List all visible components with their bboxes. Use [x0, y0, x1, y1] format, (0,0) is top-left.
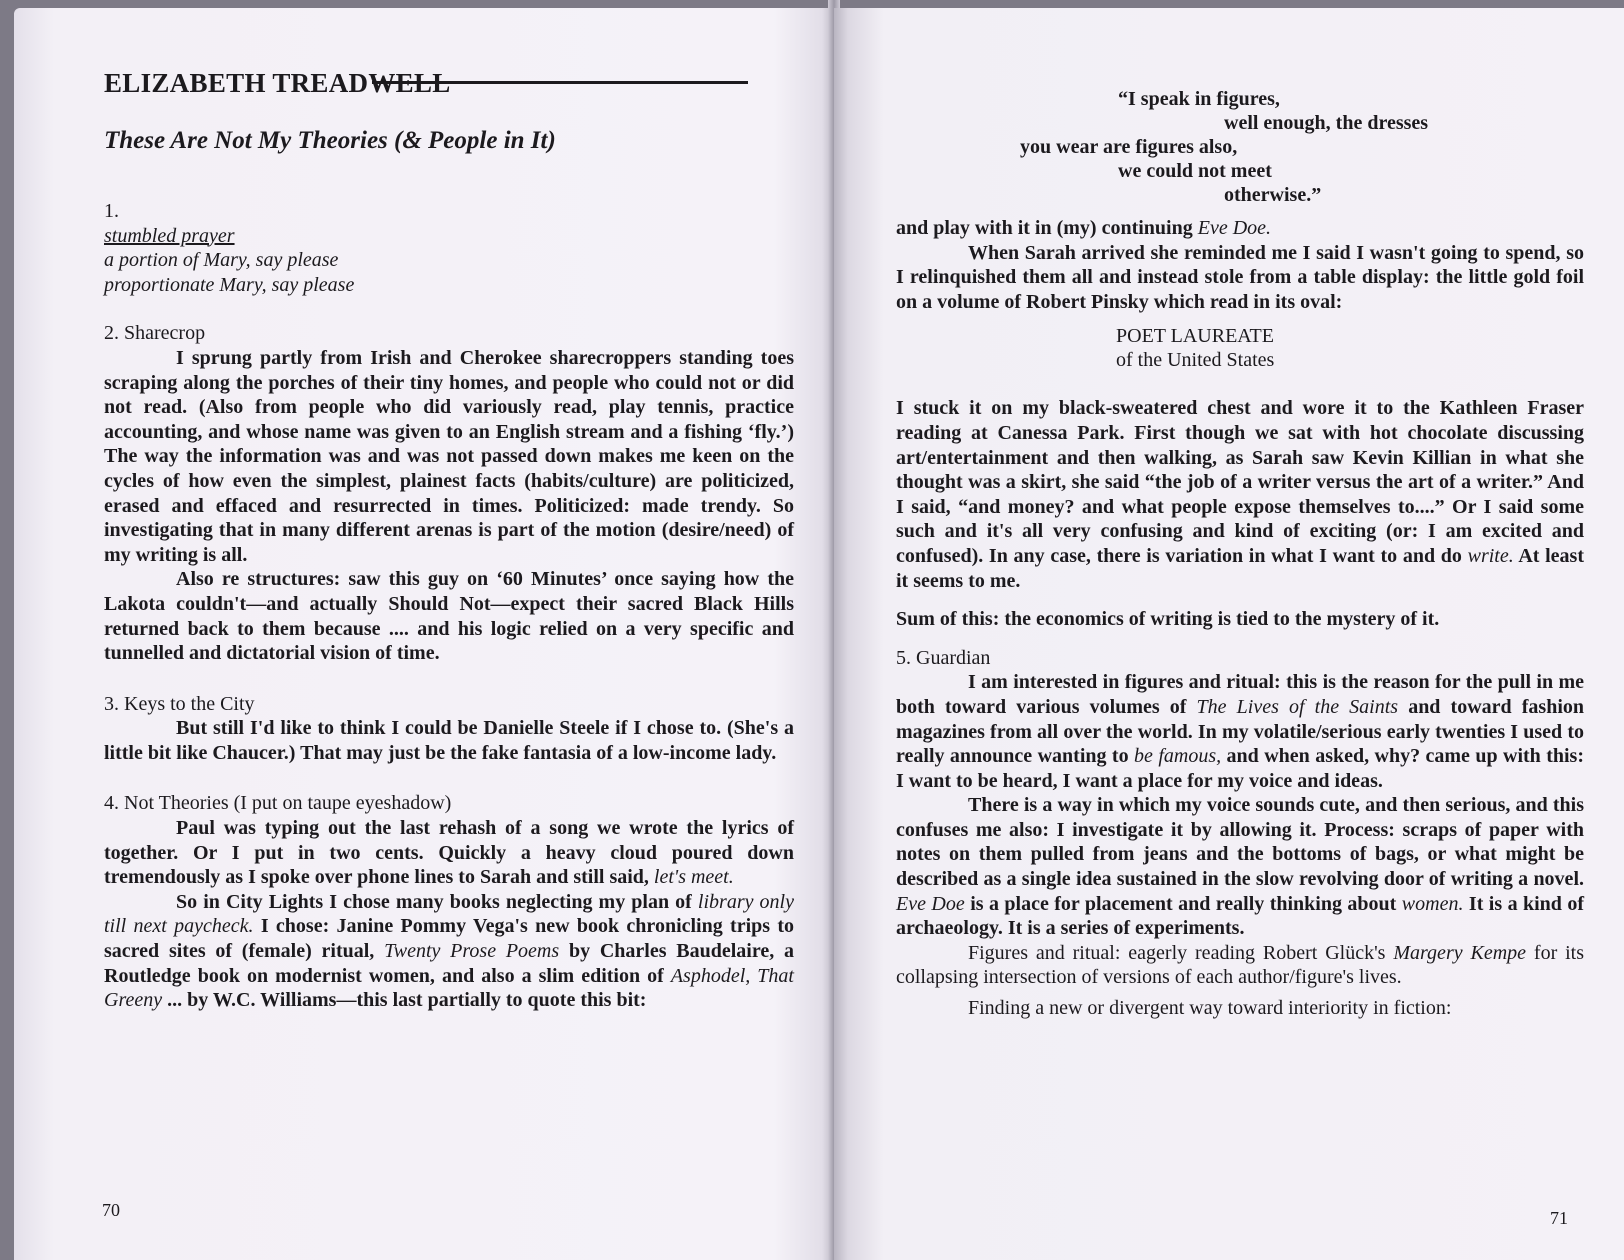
section-1-line-2: a portion of Mary, say please	[104, 249, 339, 272]
header-rule	[372, 81, 748, 84]
poem-line-1: “I speak in figures,	[1118, 88, 1280, 110]
page-number-right: 71	[1550, 1208, 1568, 1228]
section-4-heading: 4. Not Theories (I put on taupe eyeshadow)	[104, 792, 452, 815]
section-5	[896, 646, 1584, 1021]
section-2	[104, 321, 794, 665]
poem-line-4: we could not meet	[1118, 160, 1272, 182]
right-text-column	[896, 88, 1584, 1021]
sarah-paragraph: When Sarah arrived she reminded me I said I wasn't going to spend, so I relinquished them all and instead stole from a table display: the little gold foil on a volume of Robert Pinsky which read in its oval:	[896, 241, 1584, 313]
section-1-line-1: stumbled prayer	[104, 224, 235, 247]
section-4	[104, 791, 794, 1012]
page-number-left: 70	[102, 1200, 120, 1220]
section-1	[104, 199, 794, 297]
essay-title: These Are Not My Theories (& People in It)	[104, 127, 556, 154]
section-2-heading: 2. Sharecrop	[104, 322, 206, 345]
section-1-line-3: proportionate Mary, say please	[104, 273, 355, 296]
left-text-column	[104, 68, 794, 1013]
stuck-paragraph: I stuck it on my black-sweatered chest and wore it to the Kathleen Fraser reading at Canessa Park. First though we sat with hot chocolate discussing art/entertainment and then walking, as Sarah saw Kevin Killian in what she thought was a skirt, she said “the job of a writer versus the art of a writer.” And I said, “and money? and what people expose themselves to....” Or I said some such and it's all very confusing and kind of exciting (or: I am excited and confused). In any case, there is variation in what I want to and do write. At least it seems to me.	[896, 397, 1585, 592]
section-5-paragraph-3: Figures and ritual: eagerly reading Robert Glück's Margery Kempe for its collapsing intersection of versions of each author/figure's lives.	[896, 941, 1585, 989]
section-3-paragraph-1: But still I'd like to think I could be Danielle Steele if I chose to. (She's a little bit like Chaucer.) That may just be the fake fantasia of a low-income lady.	[104, 717, 794, 764]
running-header	[104, 68, 794, 102]
section-2-paragraph-2: Also re structures: saw this guy on ‘60 Minutes’ once saying how the Lakota couldn't—and actually Should Not—expect their sacred Black Hills returned back to them because .... and his logic relied on a very specific and tunnelled and dictatorial vision of time.	[104, 568, 794, 665]
left-page	[14, 8, 834, 1260]
laureate-line-1: POET LAUREATE	[1116, 325, 1274, 348]
laureate-line-2: of the United States	[1116, 349, 1275, 372]
section-3	[104, 692, 794, 766]
poem-line-5: otherwise.”	[1224, 184, 1322, 206]
sum-paragraph: Sum of this: the economics of writing is tied to the mystery of it.	[896, 608, 1440, 631]
after-poem-line: and play with it in (my) continuing Eve Doe.	[896, 217, 1272, 239]
section-5-paragraph-2: There is a way in which my voice sounds cute, and then serious, and this confuses me also: I investigate it by allowing it. Process: scraps of paper with notes on them pulled from jeans and the bottoms of bags, or what might be described as a single idea sustained in the slow revolving door of writing a novel. Eve Doe is a place for placement and really thinking about women. It is a kind of archaeology. It is a series of experiments.	[896, 794, 1585, 940]
section-2-paragraph-1: I sprung partly from Irish and Cherokee sharecroppers standing toes scraping along the porches of their tiny homes, and people who could not or did not read. (Also from people who did variously read, play tennis, practice accounting, and whose name was given to an English stream and a fishing ‘fly.’) The way the information was and was not passed down makes me keen on the cycles of how even the simplest, plainest facts (habits/culture) are politicized, erased and effaced and resurrected in times. Politicized: made trendy. So investigating that in many different arenas is part of the motion (desire/need) of my writing is all.	[104, 346, 794, 566]
section-1-number: 1.	[104, 200, 119, 222]
right-page	[834, 8, 1624, 1260]
section-5-heading: 5. Guardian	[896, 646, 991, 669]
section-3-heading: 3. Keys to the City	[104, 692, 255, 715]
section-5-paragraph-1: I am interested in figures and ritual: this is the reason for the pull in me both toward various volumes of The Lives of the Saints and toward fashion magazines from all over the world. In my volatile/serious early twenties I used to really announce wanting to be famous, and when asked, why? came up with this: I want to be heard, I want a place for my voice and ideas.	[896, 671, 1584, 792]
poet-laureate-sticker	[896, 324, 1584, 372]
section-5-paragraph-4: Finding a new or divergent way toward interiority in fiction:	[968, 997, 1452, 1020]
section-4-paragraph-1: Paul was typing out the last rehash of a song we wrote the lyrics of together. Or I put in two cents. Quickly a heavy cloud poured down tremendously as I spoke over phone lines to Sarah and still said, let's meet.	[104, 817, 794, 889]
quoted-poem	[896, 88, 1584, 208]
author-name: ELIZABETH TREADWELL	[104, 68, 451, 98]
section-4-paragraph-2: So in City Lights I chose many books neglecting my plan of library only till next paycheck. I chose: Janine Pommy Vega's new book chronicling trips to sacred sites of (female) ritual, Twenty Prose Poems by Charles Baudelaire, a Routledge book on modernist women, and also a slim edition of Asphodel, That Greeny ... by W.C. Williams—this last partially to quote this bit:	[104, 890, 795, 1012]
poem-line-3: you wear are figures also,	[1020, 136, 1238, 158]
poem-line-2: well enough, the dresses	[1224, 112, 1429, 134]
